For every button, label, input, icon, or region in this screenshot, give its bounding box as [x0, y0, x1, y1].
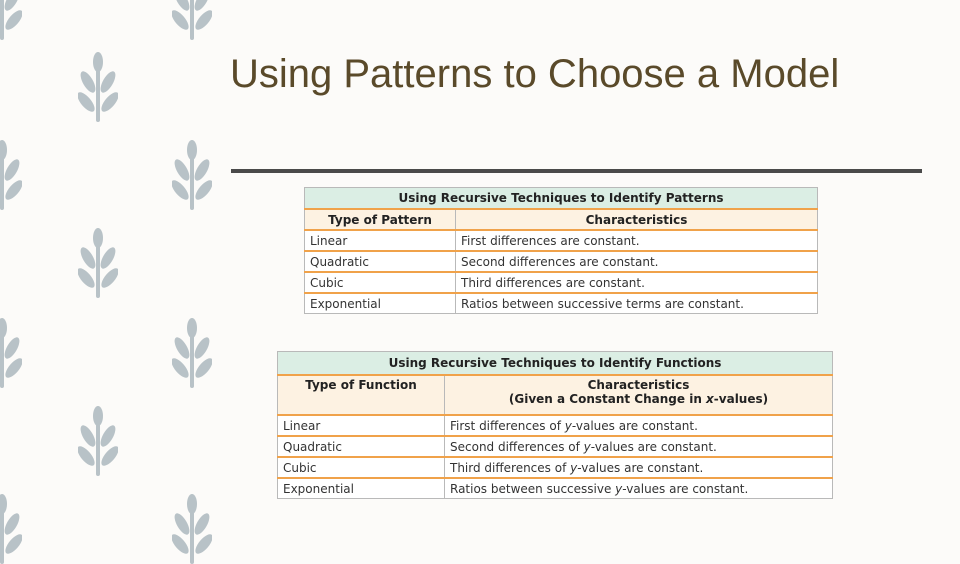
cell-characteristic: Third differences are constant. [456, 272, 818, 293]
leaf-icon [172, 318, 212, 388]
column-header-title: Characteristics [587, 378, 690, 392]
table-row [278, 457, 833, 478]
table-row [305, 230, 818, 251]
table-row [278, 436, 833, 457]
cell-characteristic: Third differences of y-values are constant. [445, 457, 833, 478]
functions-table [277, 351, 833, 499]
table-row [305, 293, 818, 314]
leaf-icon [0, 494, 22, 564]
patterns-table [304, 187, 818, 314]
cell-characteristic: Second differences are constant. [456, 251, 818, 272]
table-row [305, 272, 818, 293]
leaf-icon [0, 318, 22, 388]
cell-type: Linear [278, 415, 445, 436]
cell-type: Quadratic [278, 436, 445, 457]
column-header-type: Type of Pattern [305, 209, 456, 230]
cell-characteristic: Ratios between successive terms are constant. [456, 293, 818, 314]
table-row [278, 415, 833, 436]
cell-characteristic: Second differences of y-values are constant. [445, 436, 833, 457]
table-caption: Using Recursive Techniques to Identify Patterns [305, 188, 818, 210]
subtitle-text: (Given a Constant Change in [508, 392, 707, 406]
cell-type: Cubic [278, 457, 445, 478]
title-divider [231, 169, 922, 173]
subtitle-text: -values) [713, 392, 769, 406]
cell-characteristic: Ratios between successive y-values are constant. [445, 478, 833, 499]
leaf-icon [0, 0, 22, 40]
cell-type: Cubic [305, 272, 456, 293]
column-header-type: Type of Function [278, 375, 445, 415]
cell-type: Exponential [278, 478, 445, 499]
leaf-icon [78, 52, 118, 122]
leaf-icon [172, 0, 212, 40]
leaf-icon [78, 228, 118, 298]
cell-characteristic: First differences of y-values are constant. [445, 415, 833, 436]
cell-type: Quadratic [305, 251, 456, 272]
leaf-icon [0, 140, 22, 210]
subtitle-variable: x [706, 392, 714, 406]
cell-type: Linear [305, 230, 456, 251]
column-header-characteristics: Characteristics [456, 209, 818, 230]
cell-characteristic: First differences are constant. [456, 230, 818, 251]
table-caption: Using Recursive Techniques to Identify Functions [278, 352, 833, 376]
cell-type: Exponential [305, 293, 456, 314]
leaf-icon [78, 406, 118, 476]
table-row [305, 251, 818, 272]
column-header-subtitle [450, 392, 827, 406]
table-row [278, 478, 833, 499]
page-title: Using Patterns to Choose a Model [230, 52, 840, 96]
column-header-characteristics [445, 375, 833, 415]
leaf-icon [172, 140, 212, 210]
leaf-icon [172, 494, 212, 564]
